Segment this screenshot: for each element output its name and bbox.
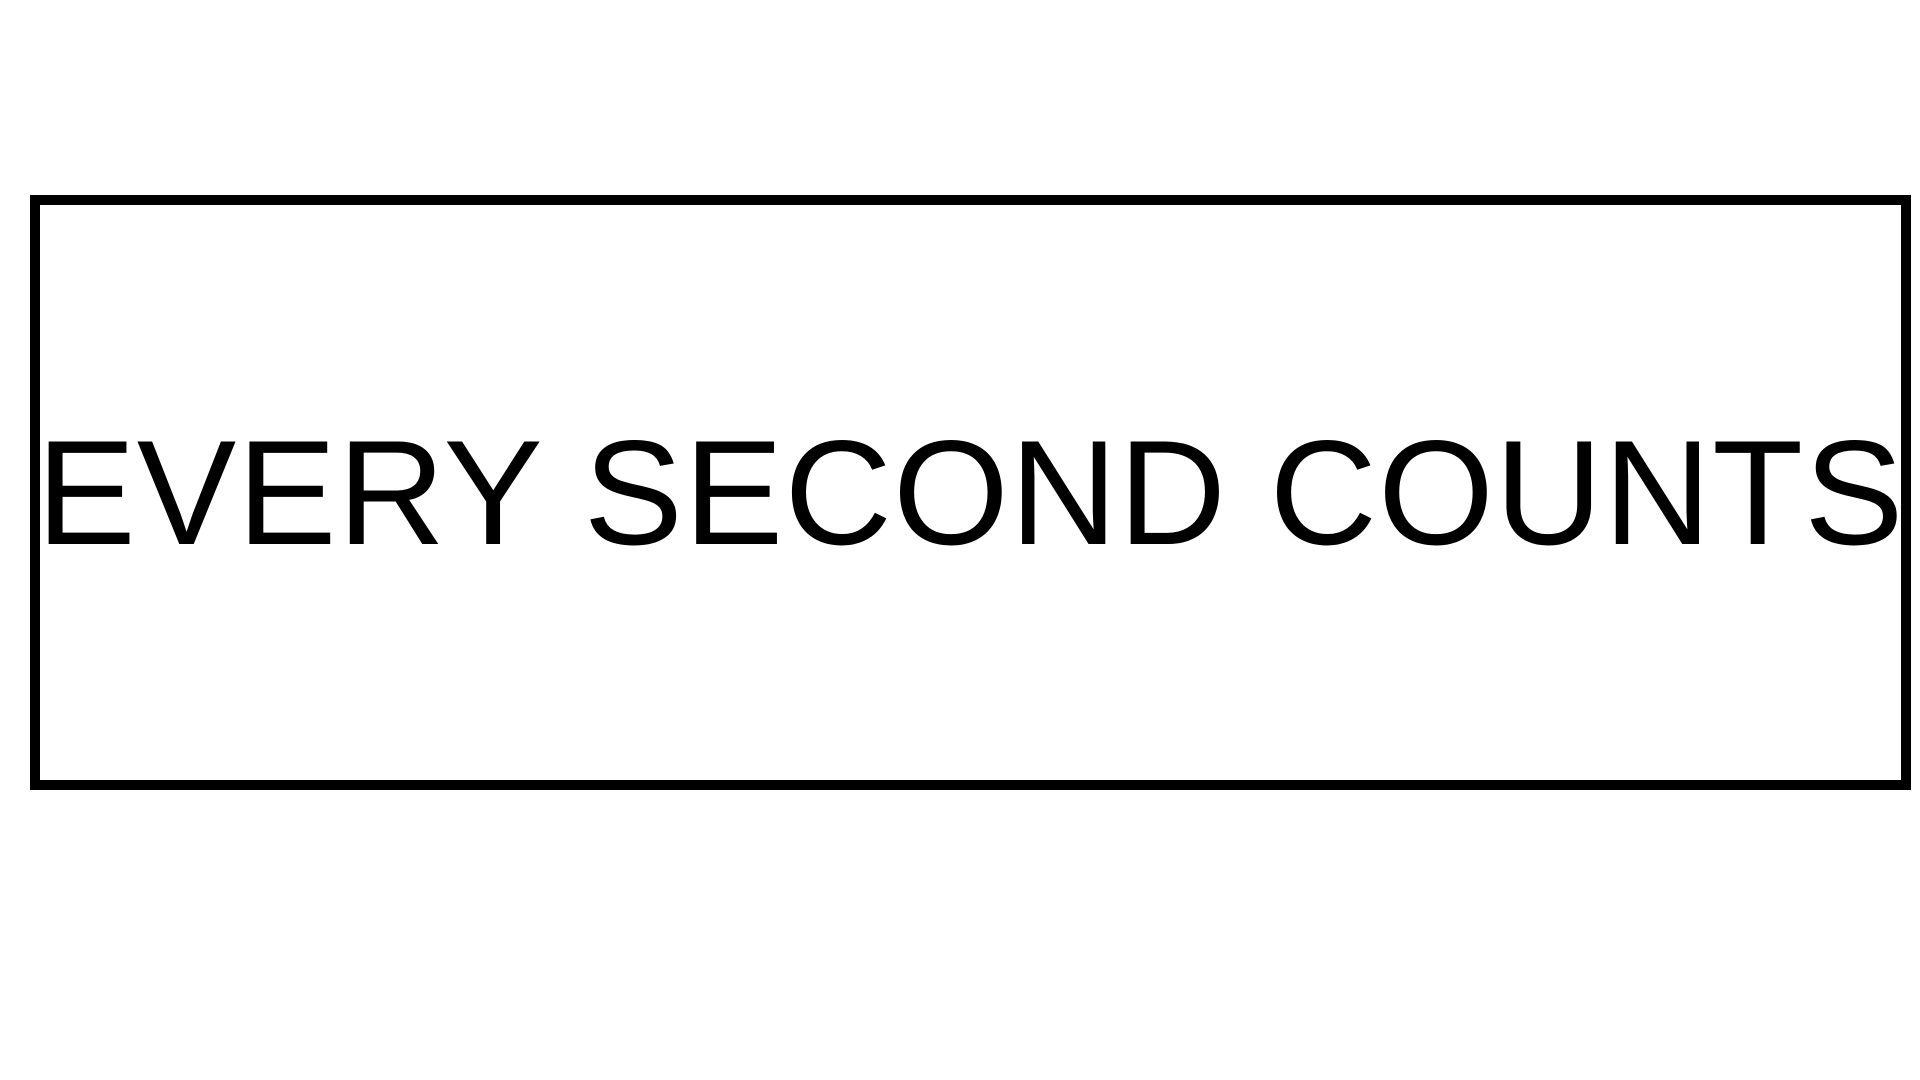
banner-headline: EVERY SECOND COUNTS [36,409,1905,576]
bordered-banner [30,195,1911,790]
